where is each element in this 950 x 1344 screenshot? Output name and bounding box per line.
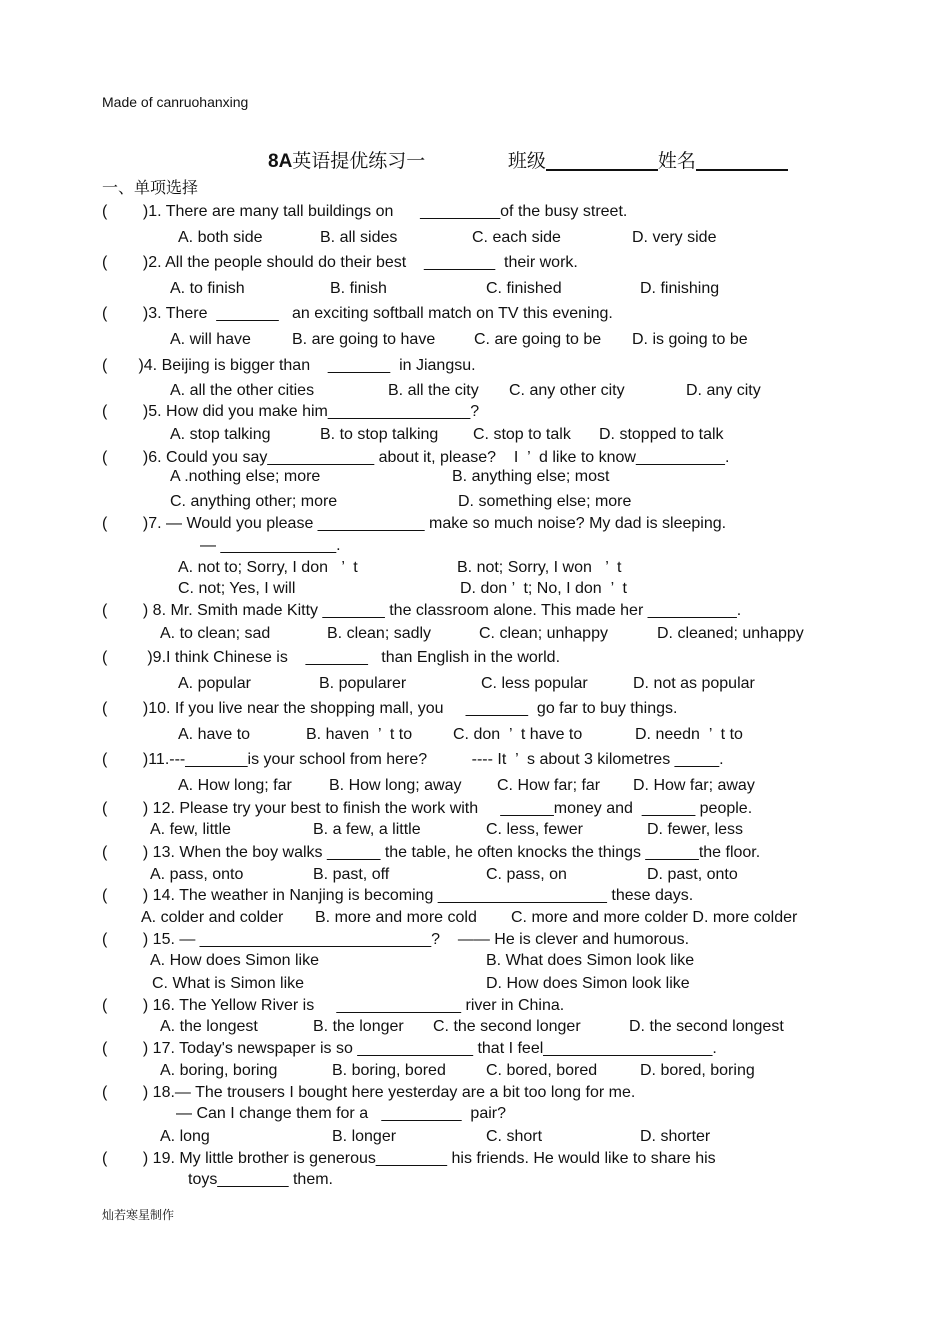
options-row [0,331,950,351]
options-row [0,675,950,695]
question-stem: ( ) 18.— The trousers I bought here yesterday are a bit too long for me. [102,1084,636,1101]
answer-option: A. not to; Sorry, I don ’ t [178,559,358,576]
title-prefix: 8A [268,151,293,172]
answer-option: C. less, fewer [486,821,583,838]
answer-option: A. all the other cities [170,382,315,399]
answer-option: B. What does Simon look like [486,952,695,969]
answer-option: D. is going to be [632,331,748,348]
question-stem: ( )4. Beijing is bigger than _______ in Jiangsu. [102,357,476,374]
answer-option: C. What is Simon like [152,975,305,992]
worksheet-title [268,146,788,173]
answer-option: C. anything other; more [170,493,338,510]
answer-option: B. more and more cold [315,909,477,926]
options-row [0,625,950,645]
answer-option: A. boring, boring [160,1062,278,1079]
answer-option: A. the longest [160,1018,258,1035]
section-title: 一、单项选择 [102,180,199,197]
name-blank [696,151,788,171]
answer-option: C. finished [486,280,562,297]
options-row [0,909,950,929]
answer-option: A. long [160,1128,210,1145]
answer-option: C. How far; far [497,777,601,794]
options-row [0,559,950,579]
question-stem: ( )10. If you live near the shopping mall, you _______ go far to buy things. [102,700,678,717]
class-blank [546,151,658,171]
answer-option: A. have to [178,726,251,743]
options-row [0,777,950,797]
answer-option: A. How does Simon like [150,952,319,969]
answer-option: A. to clean; sad [160,625,271,642]
answer-option: D. cleaned; unhappy [657,625,804,642]
answer-option: C. any other city [509,382,625,399]
question-stem: ( )3. There _______ an exciting softball match on TV this evening. [102,305,613,322]
question-stem: ( )2. All the people should do their best ________ their work. [102,254,578,271]
answer-option: C. don ’ t have to [453,726,583,743]
answer-option: D. How does Simon look like [486,975,690,992]
answer-option: B. finish [330,280,387,297]
question-stem: ( )7. — Would you please ____________ make so much noise? My dad is sleeping. [102,515,727,532]
options-row [0,580,950,600]
options-row [0,280,950,300]
answer-option: B. not; Sorry, I won ’ t [457,559,622,576]
answer-option: A. few, little [150,821,231,838]
question-stem: ( )5. How did you make him________________? [102,403,480,420]
answer-option: C. pass, on [486,866,567,883]
answer-option: C. are going to be [474,331,602,348]
answer-option: B. popularer [319,675,407,692]
options-row [0,493,950,513]
answer-option: D. shorter [640,1128,711,1145]
options-row [0,1018,950,1038]
answer-option: D. any city [686,382,761,399]
answer-option: D. needn ’ t to [635,726,743,743]
options-row [0,1062,950,1082]
question-continuation: — Can I change them for a _________ pair? [176,1105,506,1122]
options-row [0,866,950,886]
answer-option: B. anything else; most [452,468,610,485]
answer-option: D. stopped to talk [599,426,724,443]
options-row [0,821,950,841]
question-stem: ( ) 12. Please try your best to finish the work with ______money and ______ people. [102,800,753,817]
answer-option: D. How far; away [633,777,755,794]
question-continuation: toys________ them. [188,1171,333,1188]
question-stem: ( ) 13. When the boy walks ______ the table, he often knocks the things ______the floor. [102,844,761,861]
question-stem: ( )11.---_______is your school from here? ---- It ’ s about 3 kilometres _____. [102,751,724,768]
options-row [0,426,950,446]
answer-option: C. less popular [481,675,588,692]
answer-option: B. all sides [320,229,398,246]
answer-option: C. short [486,1128,543,1145]
answer-option: D. finishing [640,280,720,297]
answer-option: B. past, off [313,866,390,883]
options-row [0,468,950,488]
answer-option: C. clean; unhappy [479,625,608,642]
answer-option: C. each side [472,229,561,246]
answer-option: B. How long; away [329,777,462,794]
answer-option: A .nothing else; more [170,468,321,485]
answer-option: B. boring, bored [332,1062,446,1079]
answer-option: A. popular [178,675,251,692]
question-stem: ( ) 14. The weather in Nanjing is becoming ___________________ these days. [102,887,694,904]
question-stem: ( ) 15. — __________________________? —— He is clever and humorous. [102,931,690,948]
answer-option: B. are going to have [292,331,436,348]
options-row [0,726,950,746]
answer-option: A. colder and colder [141,909,284,926]
answer-option: B. a few, a little [313,821,421,838]
answer-option: C. bored, bored [486,1062,598,1079]
answer-option: B. all the city [388,382,479,399]
answer-option: D. something else; more [458,493,632,510]
answer-option: A. will have [170,331,251,348]
answer-option: C. stop to talk [473,426,571,443]
footer-note: 灿若寒星制作 [102,1208,175,1222]
answer-option: A. stop talking [170,426,271,443]
name-label: 姓名 [657,151,696,172]
question-stem: ( ) 16. The Yellow River is ______________ river in China. [102,997,565,1014]
question-stem: ( ) 8. Mr. Smith made Kitty _______ the classroom alone. This made her __________. [102,602,742,619]
answer-option: B. clean; sadly [327,625,432,642]
answer-option: D. not as popular [633,675,755,692]
answer-option: D. fewer, less [647,821,744,838]
title-main: 英语提优练习一 [292,151,426,172]
answer-option: B. longer [332,1128,397,1145]
answer-option: C. more and more colder D. more colder [511,909,798,926]
answer-option: D. bored, boring [640,1062,755,1079]
question-continuation: — _____________. [200,537,341,554]
answer-option: B. the longer [313,1018,404,1035]
answer-option: A. to finish [170,280,245,297]
question-stem: ( )1. There are many tall buildings on _________of the busy street. [102,203,628,220]
answer-option: A. both side [178,229,263,246]
question-stem: ( ) 19. My little brother is generous________ his friends. He would like to share his [102,1150,716,1167]
question-stem: ( )6. Could you say____________ about it, please? I ’ d like to know__________. [102,449,730,466]
answer-option: A. pass, onto [150,866,244,883]
answer-option: D. very side [632,229,717,246]
answer-option: B. haven ’ t to [306,726,413,743]
options-row [0,952,950,972]
answer-option: D. past, onto [647,866,738,883]
question-stem: ( ) 17. Today's newspaper is so _____________ that I feel___________________. [102,1040,717,1057]
answer-option: C. not; Yes, I will [178,580,296,597]
answer-option: A. How long; far [178,777,292,794]
options-row [0,1128,950,1148]
options-row [0,382,950,402]
answer-option: D. the second longest [629,1018,784,1035]
header-note: Made of canruohanxing [102,94,249,110]
options-row [0,975,950,995]
answer-option: D. don ’ t; No, I don ’ t [460,580,627,597]
answer-option: C. the second longer [433,1018,581,1035]
answer-option: B. to stop talking [320,426,439,443]
question-stem: ( )9.I think Chinese is _______ than English in the world. [102,649,561,666]
class-label: 班级 [507,151,546,172]
options-row [0,229,950,249]
